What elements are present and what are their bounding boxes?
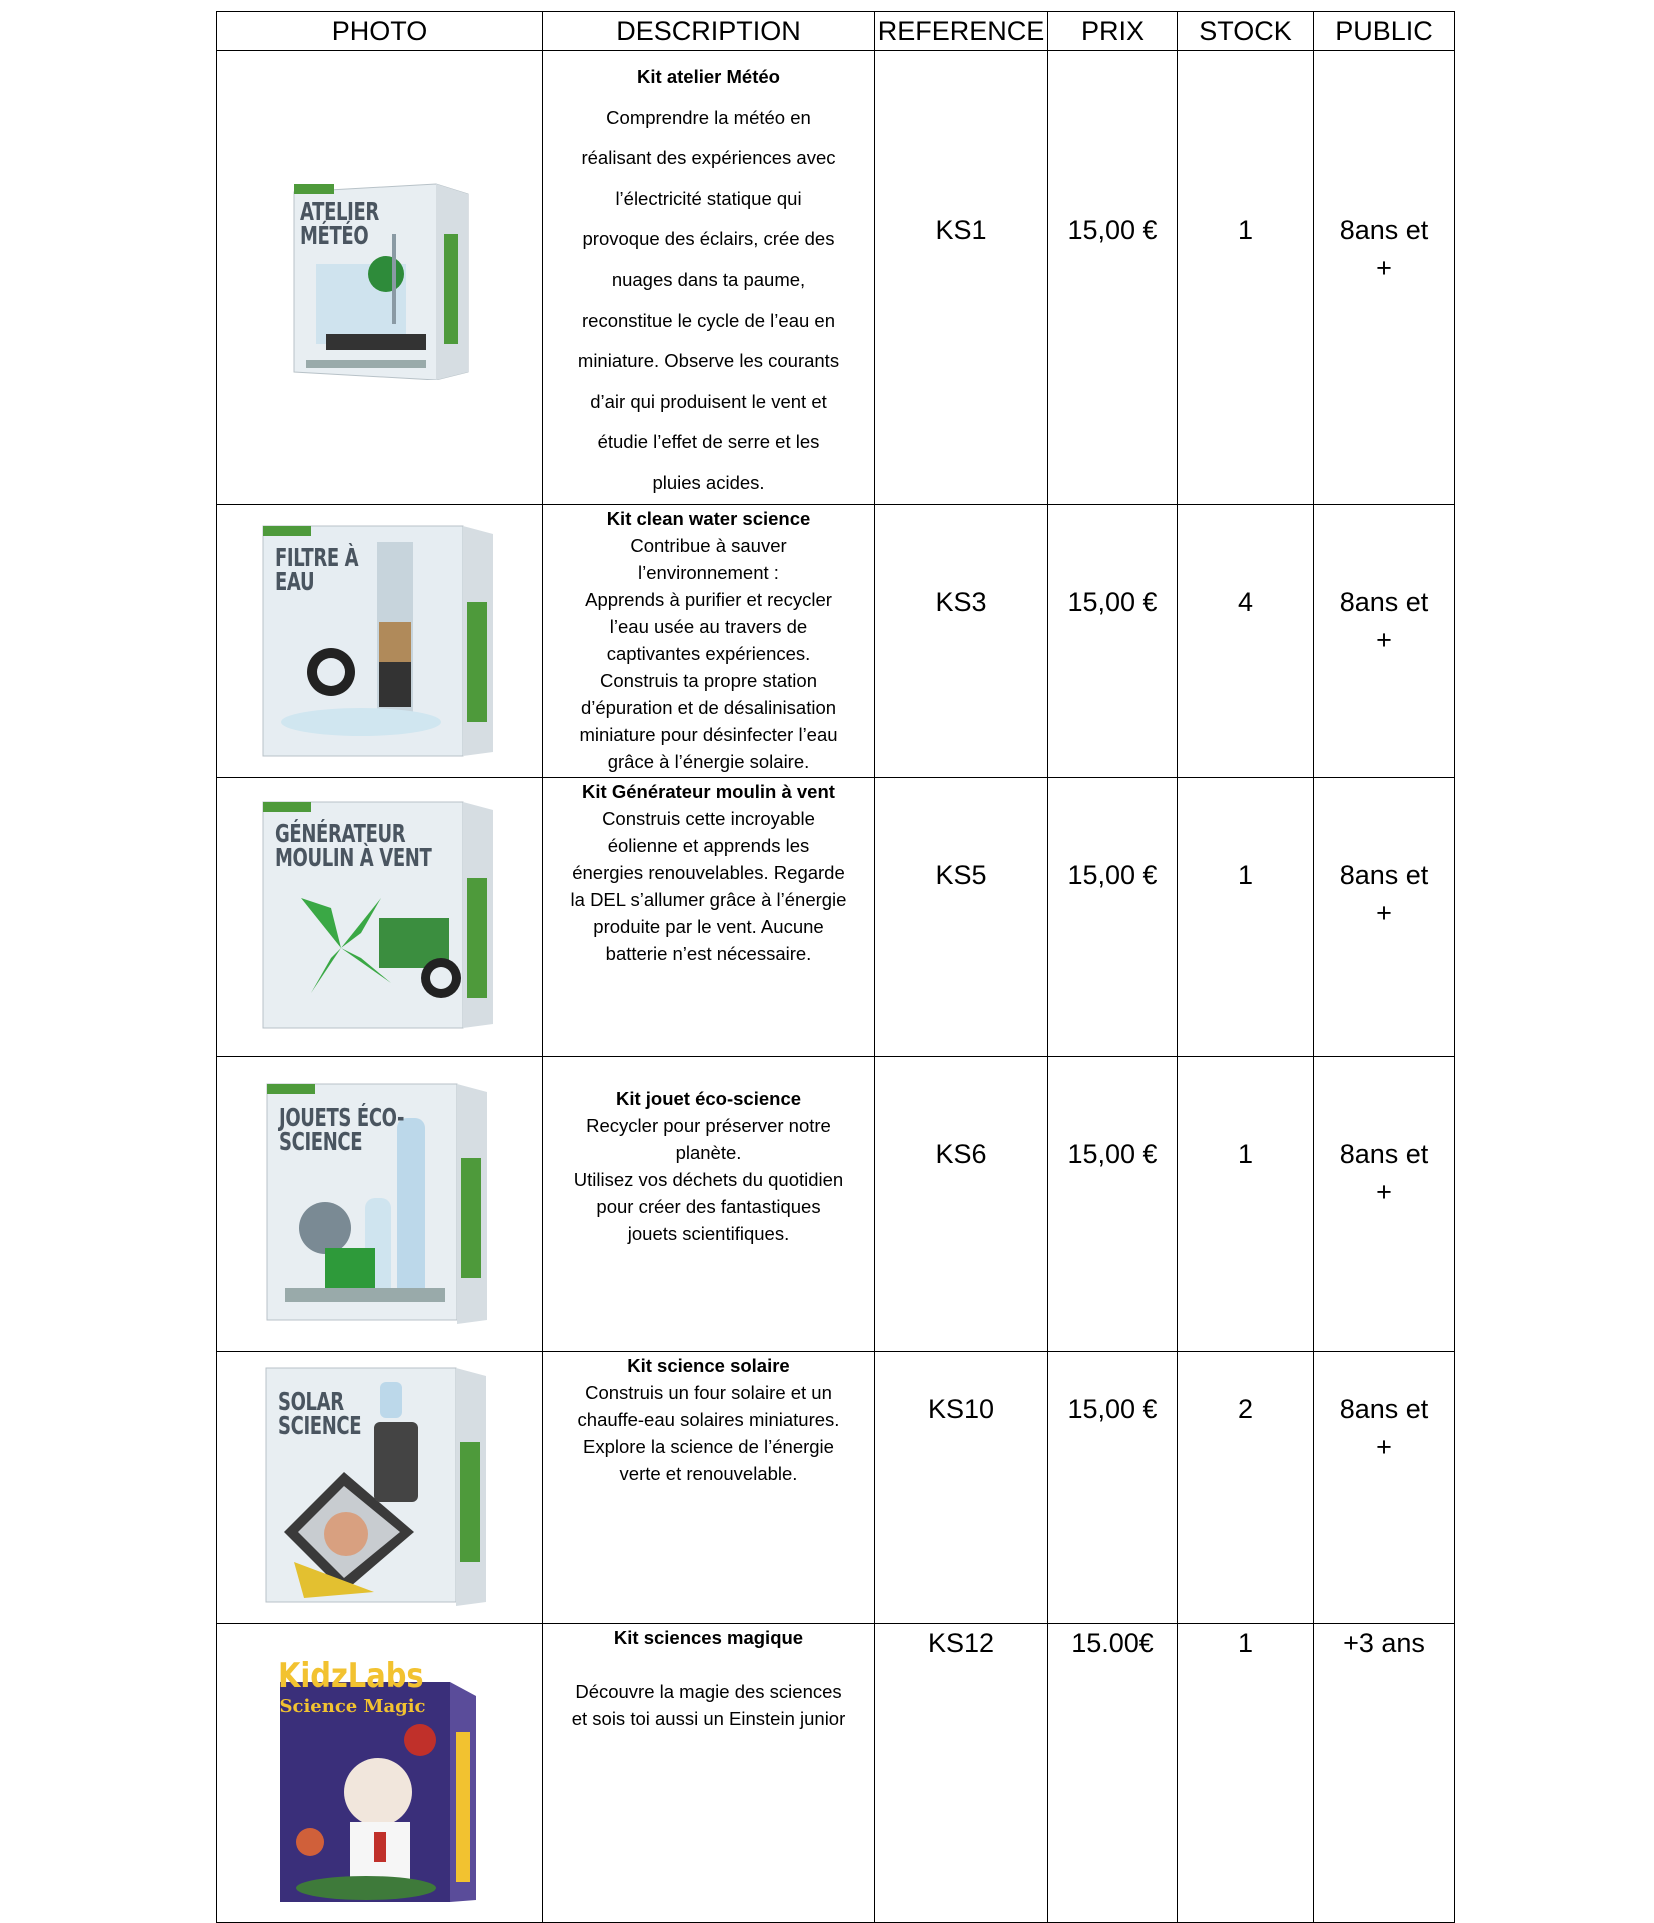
- public-value: +: [1376, 897, 1392, 928]
- box-title-line: Science Magic: [279, 1695, 426, 1717]
- description-cell: [543, 1623, 875, 1922]
- public-value: 8ans et: [1339, 215, 1429, 245]
- box-title-line: SCIENCE: [278, 1126, 362, 1156]
- description-line: l’eau usée au travers de: [609, 615, 808, 637]
- prix-value: 15,00 €: [1067, 215, 1158, 245]
- description-line: batterie n’est nécessaire.: [605, 942, 812, 964]
- product-table: [216, 11, 1455, 1923]
- description-line: Contribue à sauver: [630, 534, 787, 556]
- prix-cell: [1048, 51, 1178, 505]
- description-line: éolienne et apprends les: [607, 834, 810, 856]
- product-photo-cell: [217, 504, 543, 777]
- stock-cell: [1178, 1623, 1314, 1922]
- description-line: Comprendre la météo en: [606, 106, 811, 128]
- box-title-line: MOULIN À VENT: [274, 842, 431, 872]
- description-line: Explore la science de l’énergie: [583, 1435, 834, 1457]
- public-cell: [1314, 504, 1455, 777]
- description-cell: [543, 777, 875, 1056]
- description-line: d’air qui produisent le vent et: [590, 390, 827, 412]
- description-cell: [543, 1351, 875, 1623]
- public-cell: [1314, 1351, 1455, 1623]
- table-row: [217, 51, 1455, 505]
- box-title-line: MÉTÉO: [299, 221, 368, 251]
- box-title-line: SCIENCE: [277, 1411, 361, 1441]
- stock-value: 4: [1237, 586, 1254, 617]
- table-row: [217, 1623, 1455, 1922]
- prix-value: 15,00 €: [1067, 1393, 1158, 1424]
- description-line: provoque des éclairs, crée des: [582, 228, 835, 250]
- box-title-line: ATELIER: [299, 197, 379, 227]
- public-cell: [1314, 777, 1455, 1056]
- public-cell: [1314, 51, 1455, 505]
- box-title-line: JOUETS ÉCO-: [278, 1102, 404, 1132]
- product-box-image-solar: [264, 1362, 496, 1612]
- stock-value: 1: [1237, 1138, 1254, 1169]
- reference-cell: [875, 1351, 1048, 1623]
- box-title-line: GÉNÉRATEUR: [274, 818, 405, 848]
- public-value: 8ans et: [1339, 1138, 1429, 1169]
- public-value: +3 ans: [1343, 1627, 1425, 1658]
- product-photo-cell: [217, 1056, 543, 1351]
- description-line: et sois toi aussi un Einstein junior: [571, 1707, 846, 1729]
- product-photo-cell: [217, 1623, 543, 1922]
- header-description: DESCRIPTION: [543, 12, 875, 51]
- product-box-image-jouets: [265, 1078, 495, 1330]
- description-line: [543, 1651, 874, 1678]
- prix-value: 15,00 €: [1067, 586, 1158, 617]
- prix-value: 15,00 €: [1067, 859, 1158, 890]
- box-title-line: SOLAR: [277, 1387, 344, 1417]
- header-stock: STOCK: [1178, 12, 1314, 51]
- stock-cell: [1178, 1056, 1314, 1351]
- reference-cell: [875, 504, 1048, 777]
- description-line: énergies renouvelables. Regarde: [572, 861, 845, 883]
- stock-cell: [1178, 1351, 1314, 1623]
- reference-value: KS5: [935, 859, 987, 890]
- public-value: 8ans et: [1339, 859, 1429, 890]
- reference-cell: [875, 1623, 1048, 1922]
- description-line: l’environnement :: [638, 561, 779, 583]
- header-photo: PHOTO: [217, 12, 543, 51]
- description-line: reconstitue le cycle de l’eau en: [582, 309, 835, 331]
- description-line: la DEL s’allumer grâce à l’énergie: [570, 888, 847, 910]
- product-photo-cell: [217, 51, 543, 505]
- table-row: [217, 504, 1455, 777]
- description-line: Construis ta propre station: [600, 669, 817, 691]
- reference-value: KS6: [935, 1138, 987, 1169]
- reference-cell: [875, 1056, 1048, 1351]
- public-value: +: [1376, 253, 1392, 283]
- product-box-image-kidzlabs: [270, 1642, 490, 1904]
- box-title-line: FILTRE À: [274, 542, 358, 572]
- description-line: jouets scientifiques.: [627, 1222, 790, 1244]
- product-title: Kit clean water science: [606, 507, 811, 529]
- header-reference: REFERENCE: [875, 12, 1048, 51]
- header-row: [217, 12, 1455, 51]
- description-line: produite par le vent. Aucune: [593, 915, 824, 937]
- reference-value: KS1: [935, 215, 987, 245]
- description-line: pluies acides.: [652, 471, 765, 493]
- description-cell: [543, 51, 875, 505]
- prix-cell: [1048, 1056, 1178, 1351]
- product-box-image-moulin: [261, 798, 499, 1036]
- description-line: nuages dans ta paume,: [611, 268, 806, 290]
- description-line: verte et renouvelable.: [619, 1462, 798, 1484]
- prix-value: 15.00€: [1071, 1627, 1154, 1658]
- product-title: Kit sciences magique: [613, 1626, 804, 1648]
- description-cell: [543, 1056, 875, 1351]
- stock-value: 1: [1237, 1627, 1254, 1658]
- description-line: Utilisez vos déchets du quotidien: [573, 1168, 844, 1190]
- public-value: 8ans et: [1339, 1393, 1429, 1424]
- product-photo-cell: [217, 1351, 543, 1623]
- reference-value: KS10: [927, 1393, 995, 1424]
- prix-cell: [1048, 777, 1178, 1056]
- table-row: [217, 1351, 1455, 1623]
- box-title-line: KidzLabs: [277, 1655, 424, 1696]
- header-prix: PRIX: [1048, 12, 1178, 51]
- public-value: +: [1376, 1431, 1392, 1462]
- product-box-image-filtre: [261, 522, 499, 760]
- description-line: captivantes expériences.: [606, 642, 811, 664]
- prix-value: 15,00 €: [1067, 1138, 1158, 1169]
- prix-cell: [1048, 504, 1178, 777]
- reference-cell: [875, 51, 1048, 505]
- stock-cell: [1178, 51, 1314, 505]
- stock-cell: [1178, 777, 1314, 1056]
- product-box-image-meteo: [286, 174, 474, 380]
- prix-cell: [1048, 1351, 1178, 1623]
- table-row: [217, 777, 1455, 1056]
- reference-value: KS12: [927, 1627, 995, 1658]
- description-line: grâce à l’énergie solaire.: [607, 750, 810, 772]
- box-title-line: EAU: [274, 566, 314, 596]
- header-public: PUBLIC: [1314, 12, 1455, 51]
- description-cell: [543, 504, 875, 777]
- product-photo-cell: [217, 777, 543, 1056]
- description-line: étudie l’effet de serre et les: [597, 431, 820, 453]
- reference-cell: [875, 777, 1048, 1056]
- stock-value: 2: [1237, 1393, 1254, 1424]
- description-line: Construis cette incroyable: [602, 807, 815, 829]
- prix-cell: [1048, 1623, 1178, 1922]
- public-value: +: [1376, 1176, 1392, 1207]
- product-title: Kit Générateur moulin à vent: [582, 780, 835, 802]
- public-value: +: [1376, 624, 1392, 655]
- public-cell: [1314, 1056, 1455, 1351]
- description-line: miniature. Observe les courants: [577, 350, 840, 372]
- description-line: Découvre la magie des sciences: [575, 1680, 842, 1702]
- product-title: Kit jouet éco-science: [615, 1087, 802, 1109]
- description-line: miniature pour désinfecter l’eau: [579, 723, 838, 745]
- stock-value: 1: [1237, 215, 1254, 245]
- description-line: réalisant des expériences avec: [581, 147, 836, 169]
- product-title: Kit atelier Météo: [637, 66, 780, 87]
- description-line: l’électricité statique qui: [615, 187, 802, 209]
- description-line: planète.: [675, 1141, 742, 1163]
- description-line: Apprends à purifier et recycler: [585, 588, 832, 610]
- table-row: [217, 1056, 1455, 1351]
- description-line: Construis un four solaire et un: [585, 1381, 832, 1403]
- stock-value: 1: [1237, 859, 1254, 890]
- description-line: Recycler pour préserver notre: [586, 1114, 831, 1136]
- stock-cell: [1178, 504, 1314, 777]
- description-line: chauffe-eau solaires miniatures.: [577, 1408, 840, 1430]
- public-cell: [1314, 1623, 1455, 1922]
- public-value: 8ans et: [1339, 586, 1429, 617]
- description-line: pour créer des fantastiques: [596, 1195, 821, 1217]
- description-line: d’épuration et de désalinisation: [580, 696, 837, 718]
- product-title: Kit science solaire: [627, 1354, 790, 1376]
- reference-value: KS3: [935, 586, 987, 617]
